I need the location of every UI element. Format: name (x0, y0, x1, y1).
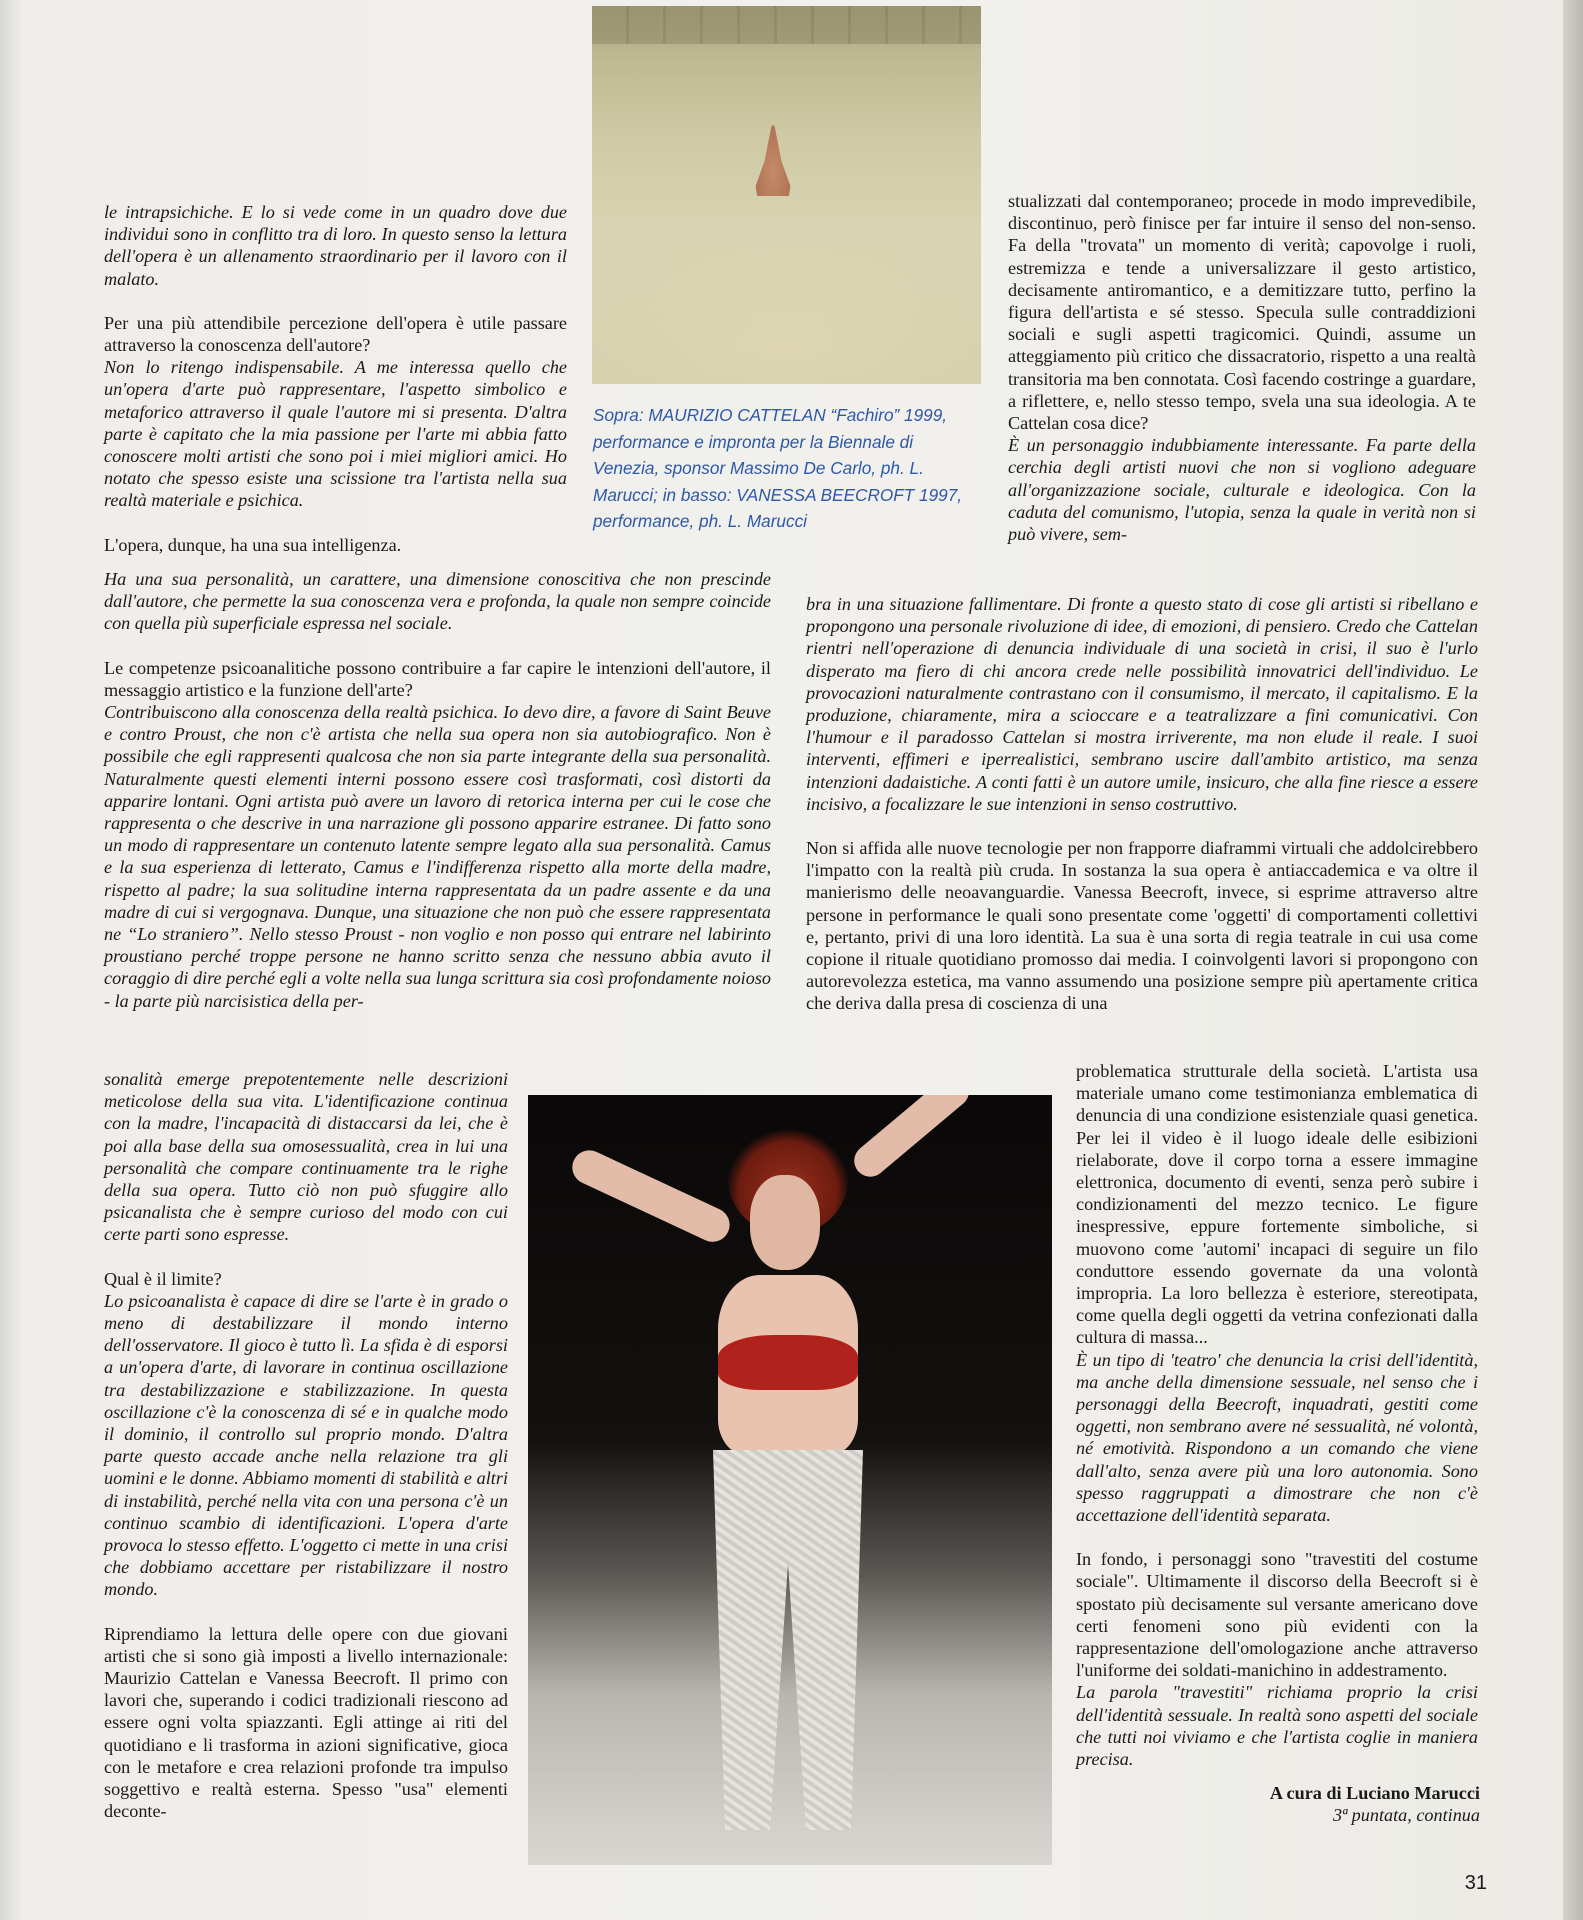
question-text: Per una più attendibile percezione dell'opera è utile passare attraverso la conoscenza dell'autore? (104, 312, 567, 356)
body-text: problematica strutturale della società. L'artista usa materiale umano come testimonianza emblematica di denuncia di una condizione esistenziale quasi genetica. Per lei il video è il luogo ideale delle esibizioni rielaborate, dove il corpo torna a essere immagine elettronica, documento di eventi, senza però subire i condizionamenti del mezzo tecnico. Le figure inespressive, eppure fortemente simboliche, si muovono come 'automi' incapaci di seguire un filo conduttore essendo governate da una volontà impropria. La loro bellezza è esteriore, stereotipata, come quella degli oggetti da vetrina confezionati dalla cultura di massa... (1076, 1061, 1478, 1348)
photo-figure-lace-legs (713, 1450, 863, 1830)
answer-text: Lo psicoanalista è capace di dire se l'arte è in grado o meno di destabilizzare il mondo interno dell'osservatore. Il gioco è tutto lì. La sfida è di esporsi a un'opera d'arte, di lavorare in continua oscillazione tra destabilizzazione e stabilizzazione. In questa oscillazione c'è la conoscenza di sé e in qualche modo il dominio, il controllo sul proprio mondo. D'altra parte questo accade anche nella relazione tra gli uomini e le donne. Abbiamo momenti di stabilità e altri di instabilità, perché nella vita con una persona c'è un continuo scambio di identificazioni. L'opera d'arte provoca lo stesso effetto. L'oggetto ci mette in una crisi che dobbiamo accettare per ristabilizzare il nostro mondo. (104, 1290, 508, 1600)
photo-brick-wall (592, 6, 981, 44)
column-left-bottom (104, 1068, 508, 1823)
question-text: Le competenze psicoanalitiche possono contribuire a far capire le intenzioni dell'autore, il messaggio artistico e la funzione dell'arte? (104, 657, 771, 700)
answer-text: bra in una situazione fallimentare. Di fronte a questo stato di cose gli artisti si ribellano e propongono una personale rivoluzione di idee, di emozioni, di pensiero. Credo che Cattelan rientri nell'operazione di denuncia individuale di una società in crisi, il suo è l'urlo disperato ma fiero di chi ancora crede nelle possibilità innovatrici dell'individuo. Le provocazioni naturalmente contrastano con il consumismo, il mercato, il capitalismo. E la produzione, chiaramente, mira a scioccare e a teatralizzare a fini comunicativi. Con l'humour e il paradosso Cattelan si mostra irriverente, ma non elude il reale. I suoi interventi, effimeri e iperrealistici, sembrano uscire dall'ambito artistico, ma senza intenzioni dadaistiche. A conti fatti è un autore umile, insicuro, che alla fine riesce a essere incisivo, a focalizzare le sue intenzioni in senso costruttivo. (806, 594, 1478, 814)
column-left-wide (104, 568, 771, 1012)
column-right-top (1008, 190, 1476, 545)
photo-figure-arm (848, 1095, 976, 1183)
answer-text: Contribuiscono alla conoscenza della realtà psichica. Io devo dire, a favore di Saint Beuve e contro Proust, che non c'è artista che nella sua opera non sia autobiografico. Non è possibile che egli rappresenti qualcosa che non sia parte integrante della sua personalità. Naturalmente questi elementi interni possono essere così trasformati, così distorti da apparire lontani. Ogni artista può avere un lavoro di retorica interna per cui le cose che rappresenta o che descrive in una narrazione gli possono apparire estranee. Di fatto sono un modo di rappresentare un contenuto latente sempre legato alla sua personalità. Camus e la sua esperienza di letterato, Camus e l'indifferenza rispetto alla morte della madre, rispetto al padre; la sua solitudine interna rappresentata da un padre assente e da una madre di cui si vergognava. Dunque, una situazione che non può che essere rappresentata ne “Lo straniero”. Nello stesso Proust - non voglio e non posso qui entrare nel labirinto proustiano perché troppe persone ne hanno scritto senza che nessuno abbia avuto il coraggio di dire perché egli a volte nella sua lunga scrittura sia così profondamente noioso - la parte più narcisistica della per- (104, 702, 771, 1011)
photo-figure-face (750, 1175, 820, 1270)
column-left-top (104, 201, 567, 556)
body-text: Riprendiamo la lettura delle opere con due giovani artisti che si sono già imposti a livello internazionale: Maurizio Cattelan e Vanessa Beecroft. Il primo con lavori che, superando i codici tradizionali riescono ad essere ogni volta spiazzanti. Egli attinge ai riti del quotidiano e li trasforma in azioni significative, gioca con le metafore e crea relazioni profonde tra impulso soggettivo e realtà esterna. Spesso "usa" elementi deconte- (104, 1623, 508, 1822)
photo-hands-figure (752, 118, 794, 196)
column-right-wide (806, 593, 1478, 1015)
body-text: In fondo, i personaggi sono "travestiti del costume sociale". Ultimamente il discorso della Beecroft si è spostato più decisamente sul versante americano dove certi fenomeni sono più evidenti con la rappresentazione dell'omologazione anche attraverso l'uniforme dei soldati-manichino in addestramento. (1076, 1549, 1478, 1681)
answer-text: Ha una sua personalità, un carattere, una dimensione conoscitiva che non prescinde dall'autore, che permette la sua conoscenza vera e profonda, la quale non sempre coincide con quella più superficiale espressa nel sociale. (104, 569, 771, 634)
body-text: Non si affida alle nuove tecnologie per non frapporre diaframmi virtuali che addolcirebbero l'impatto con la realtà più cruda. In sostanza la sua opera è antiaccademica e va oltre il manierismo delle neoavanguardie. Vanessa Beecroft, invece, si esprime attraverso altre persone in performance le quali sono presentate come 'oggetti' di comportamenti collettivi e, pertanto, privi di una loro identità. La sua è una sorta di regia teatrale in cui usa come copione il rituale quotidiano promosso dai media. I coinvolgenti lavori si propongono con autorevolezza estetica, ma vanno assumendo una posizione sempre più apertamente critica che deriva dalla presa di coscienza di una (806, 838, 1478, 1014)
column-right-bottom (1076, 1060, 1478, 1770)
answer-text: le intrapsichiche. E lo si vede come in un quadro dove due individui sono in conflitto tra di loro. In questo senso la lettura dell'opera è un allenamento straordinario per il lavoro con il malato. (104, 202, 567, 289)
author-byline (1068, 1782, 1480, 1826)
question-text: L'opera, dunque, ha una sua intelligenza. (104, 534, 402, 555)
photo-figure-red-top (718, 1335, 858, 1390)
answer-text: La parola "travestiti" richiama proprio la crisi dell'identità sessuale. In realtà sono aspetti del sociale che tutti noi viviamo e che l'artista coglie in maniera precisa. (1076, 1682, 1478, 1770)
photo-beecroft-performance (528, 1095, 1052, 1865)
answer-text: È un tipo di 'teatro' che denuncia la crisi dell'identità, ma anche della dimensione sessuale, nel senso che i personaggi della Beecroft, inquadrati, gestiti come oggetti, non sembrano avere né sessualità, né volontà, né emotività. Rispondono a un comando che viene dall'alto, senza avere più una loro autonomia. Sono spesso raggruppati a dimostrare che non c'è accettazione dell'identità separata. (1076, 1349, 1478, 1526)
page-number: 31 (1464, 1872, 1487, 1894)
photo-cattelan-fachiro (592, 6, 981, 384)
answer-text: È un personaggio indubbiamente interessante. Fa parte della cerchia degli artisti nuovi che non si vogliono adeguare all'organizzazione sociale, culturale e ideologica. Con la caduta del comunismo, l'utopia, senza la quale in verità non si può vivere, sem- (1008, 435, 1476, 545)
photo-caption: Sopra: MAURIZIO CATTELAN “Fachiro” 1999, performance e impronta per la Biennale di Venezia, sponsor Massimo De Carlo, ph. L. Marucci; in basso: VANESSA BEECROFT 1997, performance, ph. L. Marucci (593, 405, 963, 531)
answer-text: Non lo ritengo indispensabile. A me interessa quello che un'opera d'arte può rappresentare, l'aspetto simbolico e metaforico attraverso il quale l'autore mi si presenta. D'altra parte è capitato che la mia passione per l'arte mi abbia fatto conoscere molti artisti che sono poi i miei migliori amici. Ho notato che spesso esiste una scissione tra l'artista nella sua realtà materiale e psichica. (104, 357, 567, 511)
question-text: Qual è il limite? (104, 1268, 222, 1289)
body-text: stualizzati dal contemporaneo; procede in modo imprevedibile, discontinuo, però finisce per far intuire il senso del non-senso. Fa della "trovata" un momento di verità; capovolge i ruoli, estremizza e tende a universalizzare il gesto artistico, decisamente antiromantico, e a demitizzare tutto, perfino la figura dell'artista e sé stesso. Specula sulle contraddizioni sociali e sugli aspetti tragicomici. Quindi, assume un atteggiamento più critico che dissacratorio, rispetto a una realtà transitoria ma ben connotata. Così facendo costringe a guardare, a riflettere, e, nello stesso tempo, svela una sua ideologia. A te Cattelan cosa dice? (1008, 191, 1476, 434)
byline-note: 3ª puntata, continua (1333, 1805, 1480, 1826)
byline-author: A cura di Luciano Marucci (1269, 1783, 1480, 1803)
answer-text: sonalità emerge prepotentemente nelle descrizioni meticolose della sua vita. L'identificazione continua con la madre, l'incapacità di distaccarsi da lei, che è poi alla base della sua omosessualità, crea in lui una personalità che compare continuamente tra le righe della sua opera. Tutto ciò non può sfuggire allo psicanalista che è sempre curioso del modo con cui certe parti sono espresse. (104, 1069, 508, 1245)
page-spine-shadow (1563, 0, 1583, 1920)
photo-figure-arm (567, 1145, 735, 1248)
